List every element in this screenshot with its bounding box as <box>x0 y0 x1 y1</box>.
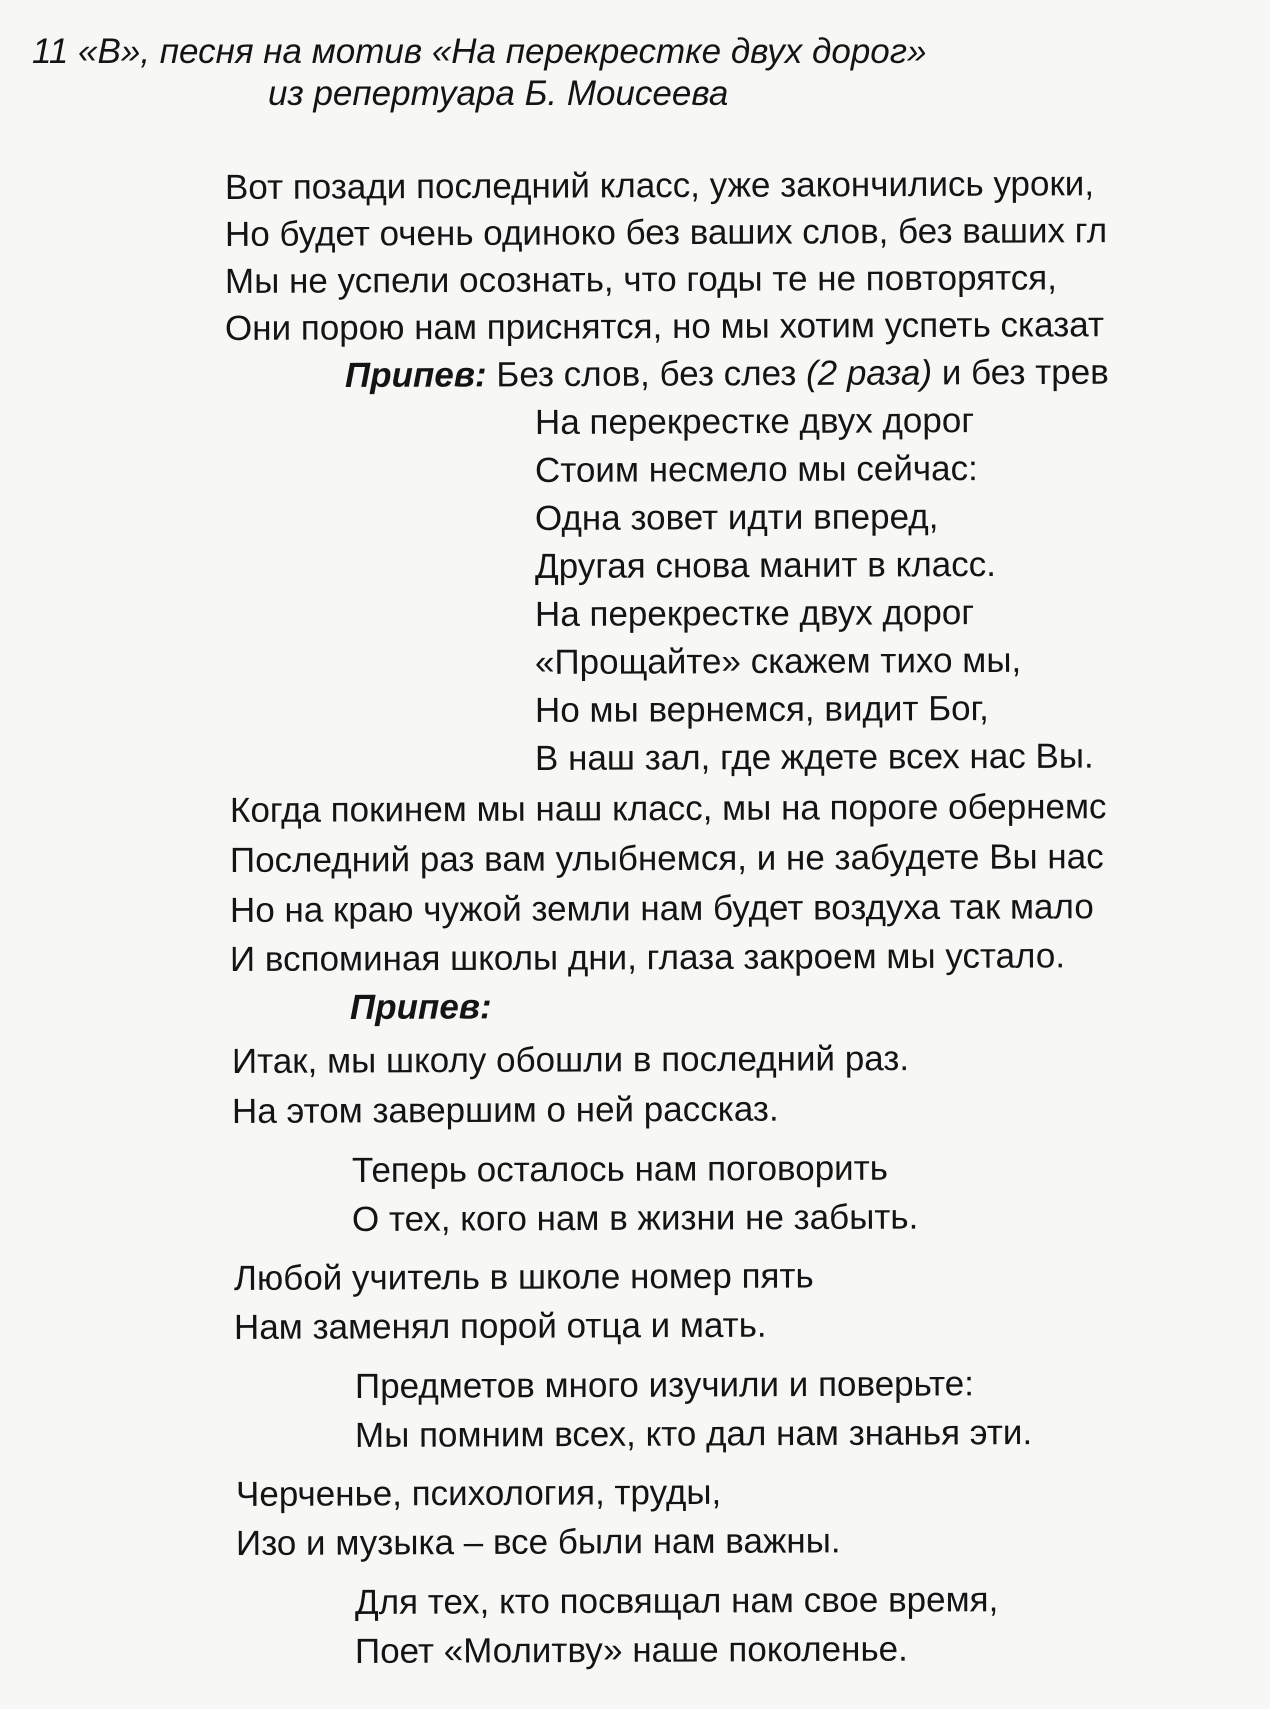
verse1-line-2: Но будет очень одиноко без ваших слов, без ваших гл <box>224 211 1108 254</box>
chorus-line-2: Стоим несмело мы сейчас: <box>534 449 978 490</box>
chorus-line-5: На перекрестке двух дорог <box>534 593 975 634</box>
chorus-repeat-note: (2 раза) <box>805 353 933 393</box>
chorus-line-3: Одна зовет идти вперед, <box>534 497 939 538</box>
poem-line-12: Поет «Молитву» наше поколенье. <box>354 1629 908 1671</box>
poem-line-7: Предметов много изучили и поверьте: <box>354 1364 975 1406</box>
verse2-line-2: Последний раз вам улыбнемся, и не забудете Вы нас <box>229 837 1104 880</box>
song-title: 11 «В», песня на мотив «На перекрестке двух дорог» <box>32 32 927 71</box>
chorus-line-7: Но мы вернемся, видит Бог, <box>534 689 989 730</box>
verse1-line-3: Мы не успели осознать, что годы те не повторятся, <box>224 258 1057 301</box>
poem-line-10: Изо и музыка – все были нам важны. <box>235 1521 841 1563</box>
verse2-line-4: И вспоминая школы дни, глаза закроем мы устало. <box>229 936 1066 979</box>
chorus-line-6: «Прощайте» скажем тихо мы, <box>534 640 1022 682</box>
verse1-line-1: Вот позади последний класс, уже закончились уроки, <box>224 164 1095 207</box>
verse1-line-4: Они порою нам приснятся, но мы хотим успеть сказат <box>224 305 1105 348</box>
chorus-first-line <box>344 352 1109 395</box>
poem-line-3: Теперь осталось нам поговорить <box>351 1148 889 1190</box>
verse2-line-3: Но на краю чужой земли нам будет воздуха так мало <box>229 887 1094 930</box>
poem-line-9: Черченье, психология, труды, <box>235 1472 722 1514</box>
chorus-line-4: Другая снова манит в класс. <box>534 544 996 586</box>
poem-line-5: Любой учитель в школе номер пять <box>233 1256 814 1298</box>
poem-line-8: Мы помним всех, кто дал нам знанья эти. <box>354 1413 1033 1455</box>
verse2-line-1: Когда покинем мы наш класс, мы на пороге обернемс <box>229 787 1107 830</box>
chorus-first-text: Без слов, без слез <box>486 353 807 395</box>
poem-line-4: О тех, кого нам в жизни не забыть. <box>351 1197 919 1239</box>
song-subtitle: из репертуара Б. Моисеева <box>268 74 729 113</box>
chorus-line-1: На перекрестке двух дорог <box>534 401 975 442</box>
poem-line-6: Нам заменял порой отца и мать. <box>233 1305 767 1347</box>
poem-line-11: Для тех, кто посвящал нам свое время, <box>354 1580 999 1622</box>
chorus-label-repeat: Припев: <box>349 987 492 1027</box>
poem-line-1: Итак, мы школу обошли в последний раз. <box>231 1039 910 1081</box>
chorus-first-tail: и без трев <box>932 352 1109 393</box>
chorus-label: Припев: <box>344 355 487 395</box>
poem-line-2: На этом завершим о ней рассказ. <box>231 1089 779 1131</box>
chorus-line-8: В наш зал, где ждете всех нас Вы. <box>534 736 1094 778</box>
